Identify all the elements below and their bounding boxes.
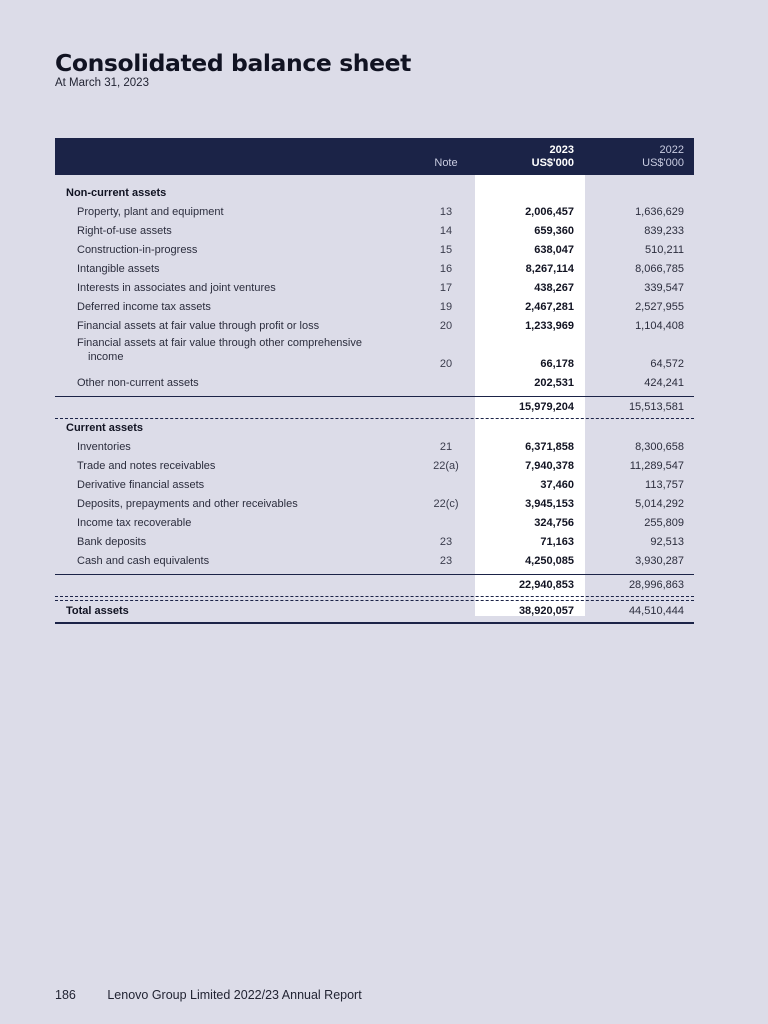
table-body	[55, 175, 694, 624]
current-subtotal: 22,940,853 28,996,863	[518, 579, 684, 591]
table-row: Right-of-use assets 14 659,360 839,233	[77, 225, 684, 237]
table-row: Construction-in-progress 15 638,047 510,211	[77, 244, 684, 256]
page-title: Consolidated balance sheet	[55, 49, 412, 77]
non-current-subtotal: 15,979,204 15,513,581	[518, 401, 684, 413]
table-row: Derivative financial assets 37,460 113,757	[77, 479, 684, 491]
table-row: Other non-current assets 202,531 424,241	[77, 377, 684, 389]
total-assets-row: Total assets 38,920,057 44,510,444	[66, 605, 684, 617]
table-row: Intangible assets 16 8,267,114 8,066,785	[77, 263, 684, 275]
table-row: Inventories 21 6,371,858 8,300,658	[77, 441, 684, 453]
section-heading-current: Current assets	[66, 422, 144, 434]
table-row: Trade and notes receivables 22(a) 7,940,378 11,289,547	[77, 460, 684, 472]
table-row: Financial assets at fair value through other comprehensive income 20 66,178 64,572	[77, 337, 684, 370]
section-divider	[55, 596, 694, 597]
table-row: Deposits, prepayments and other receivables 22(c) 3,945,153 5,014,292	[77, 498, 684, 510]
section-heading-non-current: Non-current assets	[66, 187, 167, 199]
header-2023	[475, 144, 574, 170]
header-2022-unit: US$'000	[642, 157, 684, 169]
table-row: Bank deposits 23 71,163 92,513	[77, 536, 684, 548]
table-row: Deferred income tax assets 19 2,467,281 2,527,955	[77, 301, 684, 313]
page-number: 186	[55, 988, 76, 1002]
balance-sheet-table	[55, 138, 694, 624]
table-row: Interests in associates and joint ventures 17 438,267 339,547	[77, 282, 684, 294]
table-header	[55, 138, 694, 175]
header-2022	[585, 144, 684, 170]
header-2023-year: 2023	[549, 144, 574, 156]
page-subtitle: At March 31, 2023	[55, 77, 149, 89]
footer-text: Lenovo Group Limited 2022/23 Annual Report	[107, 988, 362, 1002]
header-2023-unit: US$'000	[531, 157, 574, 169]
page-footer	[55, 988, 362, 1002]
header-2022-year: 2022	[659, 144, 684, 156]
total-rule	[55, 622, 694, 624]
table-row: Income tax recoverable 324,756 255,809	[77, 517, 684, 529]
table-row: Financial assets at fair value through profit or loss 20 1,233,969 1,104,408	[77, 320, 684, 332]
header-note: Note	[434, 157, 458, 169]
table-row: Property, plant and equipment 13 2,006,457 1,636,629	[77, 206, 684, 218]
table-row: Cash and cash equivalents 23 4,250,085 3,930,287	[77, 555, 684, 567]
